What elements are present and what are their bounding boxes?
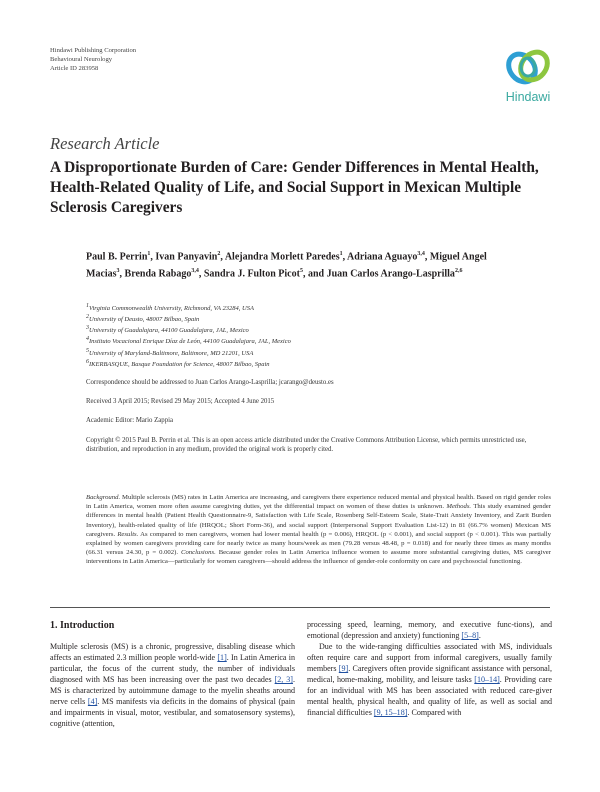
author-name: Adriana Aguayo [347,251,418,263]
affiliation-text: Virginia Commonwealth University, Richmond, VA 23284, USA [89,305,254,313]
citation-link[interactable]: [9] [338,664,349,673]
body-column-right [307,619,552,718]
author-name: Sandra J. Fulton Picot [203,268,300,280]
body-text: . MS is characterized by autoimmune damage to the myelin sheaths around nerve cells [50,675,295,706]
body-column-left [50,641,295,729]
author-name: Brenda Rabago [124,268,192,280]
citation-link[interactable]: [4] [87,697,98,706]
logo-wordmark: Hindawi [505,90,551,104]
author-affiliation-mark: 2 [217,251,221,257]
body-text: Due to the wide-ranging difficulties associated with MS, individuals often require care and support from informal caregivers, usually family members [307,642,552,673]
journal-name: Behavioural Neurology [50,56,113,63]
body-text: processing speed, learning, memory, and executive func-tions), and emotional (depression and anxiety) functioning [307,620,552,640]
body-text: . [478,631,481,640]
affiliation-number: 6 [86,358,89,365]
affiliation-text: University of Deusto, 48007 Bilbao, Spain [89,316,200,324]
author-affiliation-mark: 3,4 [191,268,199,275]
article-id: Article ID 283958 [50,65,99,72]
hindawi-logo [498,44,558,106]
author-affiliation-mark: 3,4 [417,251,425,257]
citation-link[interactable]: [10–14] [474,675,500,684]
affiliation-number: 1 [86,303,89,309]
journal-meta [50,46,136,73]
author-affiliation-mark: 1 [147,251,151,257]
abstract-section-label: Conclusions. [181,549,216,557]
paragraph [307,641,552,718]
article-type: Research Article [50,134,160,153]
paragraph [50,641,295,729]
abstract-section-label: Results. [117,530,139,538]
affiliation [86,335,546,346]
body-text: . Providing care for an individual with MS has been associated with reduced care-giver mental health, physical health, and quality of life, as well as social and financial difficulties [307,675,552,717]
abstract-section-label: Background. [86,494,121,501]
affiliation [86,358,546,369]
affiliation-text: University of Maryland-Baltimore, Baltimore, MD 21201, USA [89,349,254,357]
body-text: . Caregivers often provide significant assistance with personal, medical, home-making, mobility, and leisure tasks [307,664,552,684]
author-affiliation-mark: 3 [116,268,120,275]
author-name: Alejandra Morlett Paredes [224,251,340,263]
author-name: Ivan Panyavin [155,251,218,263]
citation-link[interactable]: [9, 15–18] [373,708,408,717]
section-heading: 1. Introduction [50,620,115,631]
body-text: Multiple sclerosis (MS) is a chronic, progressive, disabling disease which affects an estimated 2.3 million people world-wide [50,642,295,662]
affiliation [86,347,546,358]
abstract-text: Multiple sclerosis (MS) rates in Latin America are increasing, and caregivers there experience reduced mental and physical health. Based on rigid gender roles in Latin America, women more often assume caregiving duties, yet the differential impact on women of these duties is unknown. [86,494,551,511]
affiliation-number: 4 [86,336,89,343]
abstract-section-label: Methods. [446,503,472,511]
abstract-text: This study examined gender differences in mental health (Patient Health Questionnaire-9, Satisfaction with Life Scale, Rosenberg Self-Esteem Scale, State-Trait Anxiety Inventory, and Zarit Burden Inventory), health-related quality of life (HRQOL; Short Form-36), and social support (Interpersonal Support Evaluation List-12) in 81 (66.7% women) Mexican MS caregivers. [86,503,552,538]
citation-link[interactable]: [5–8] [461,631,479,640]
affiliation-text: IKERBASQUE, Basque Foundation for Science, 48007 Bilbao, Spain [89,360,270,368]
body-text: . MS manifests via deficits in the domains of physical (pain and impairments in visual, motor, vestibular, and somatosensory systems), cognitive (attention, [50,697,296,728]
affiliation-text: University of Guadalajara, 44100 Guadalajara, JAL, Mexico [89,327,249,335]
body-text: . Compared with [407,708,462,717]
article-title: A Disproportionate Burden of Care: Gender Differences in Mental Health, Health-Related Quality of Life, and Social Support in Mexican Multiple Sclerosis Caregivers [50,159,539,216]
author-list: Paul B. Perrin$^1$, Ivan Panyavin$^2$, Alejandra Morlett Paredes$^1$, Adriana Aguayo$^{3,4}$, Miguel Angel Macias$^3$, Brenda Rabago$^{3,4}$, Sandra J. Fulton Picot$^5$, and Juan Carlos Arango-Lasprilla$^{2,6}$ [86,251,487,280]
affiliation-text: Instituto Vocacional Enrique Díaz de León, 44100 Guadalajara, JAL, Mexico [89,338,291,346]
copyright-notice: Copyright © 2015 Paul B. Perrin et al. This is an open access article distributed under the Creative Commons Attribution License, which permits unrestricted use, distribution, and reproduction in any medium, provided the original work is properly cited. [86,437,527,454]
hindawi-logo-icon [498,44,558,90]
abstract-text: Because gender roles in Latin America influence women to assume more substantial caregiving duties, MS caregiver interventions in Latin America—particularly for women caregivers—should address the influence of gender-role conformity on care and psychosocial functioning. [86,549,551,566]
history-dates: Received 3 April 2015; Revised 29 May 2015; Accepted 4 June 2015 [86,398,275,405]
affiliation-list [86,302,546,369]
author-name: and Juan Carlos Arango-Lasprilla [307,268,455,280]
affiliation [86,302,546,313]
section-divider [50,607,550,608]
publisher-name: Hindawi Publishing Corporation [50,47,137,54]
author-name: Miguel Angel Macias [86,251,487,280]
paragraph [307,619,552,641]
author-affiliation-mark: 5 [299,268,303,275]
affiliation [86,313,546,324]
affiliation-number: 2 [86,314,89,321]
citation-link[interactable]: [1] [217,653,227,662]
author-affiliation-mark: 1 [339,251,343,257]
affiliation-number: 3 [86,325,89,332]
affiliation [86,324,546,335]
correspondence: Correspondence should be addressed to Juan Carlos Arango-Lasprilla; jcarango@deusto.es [86,379,334,386]
academic-editor: Academic Editor: Mario Zappia [86,417,174,424]
author-name: Paul B. Perrin [86,251,148,263]
body-text: . In Latin America in particular, the focus of the current study, the number of individuals diagnosed with MS has been increasing over the past two decades [50,653,295,684]
abstract-text: As compared to men caregivers, women had lower mental health (p = 0.006), HRQOL (p < 0.001), and social support (p < 0.001). This was partially explained by women caregivers providing care for nearly twice as many hours/week as men (79.28 versus 48.48, p = 0.018) and for nearly three times as many months (66.31 versus 24.30, p = 0.002). [86,530,551,557]
abstract [86,493,551,567]
affiliation-number: 5 [86,347,89,354]
citation-link[interactable]: [2, 3] [274,675,293,684]
author-affiliation-mark: 2,6 [454,268,463,275]
